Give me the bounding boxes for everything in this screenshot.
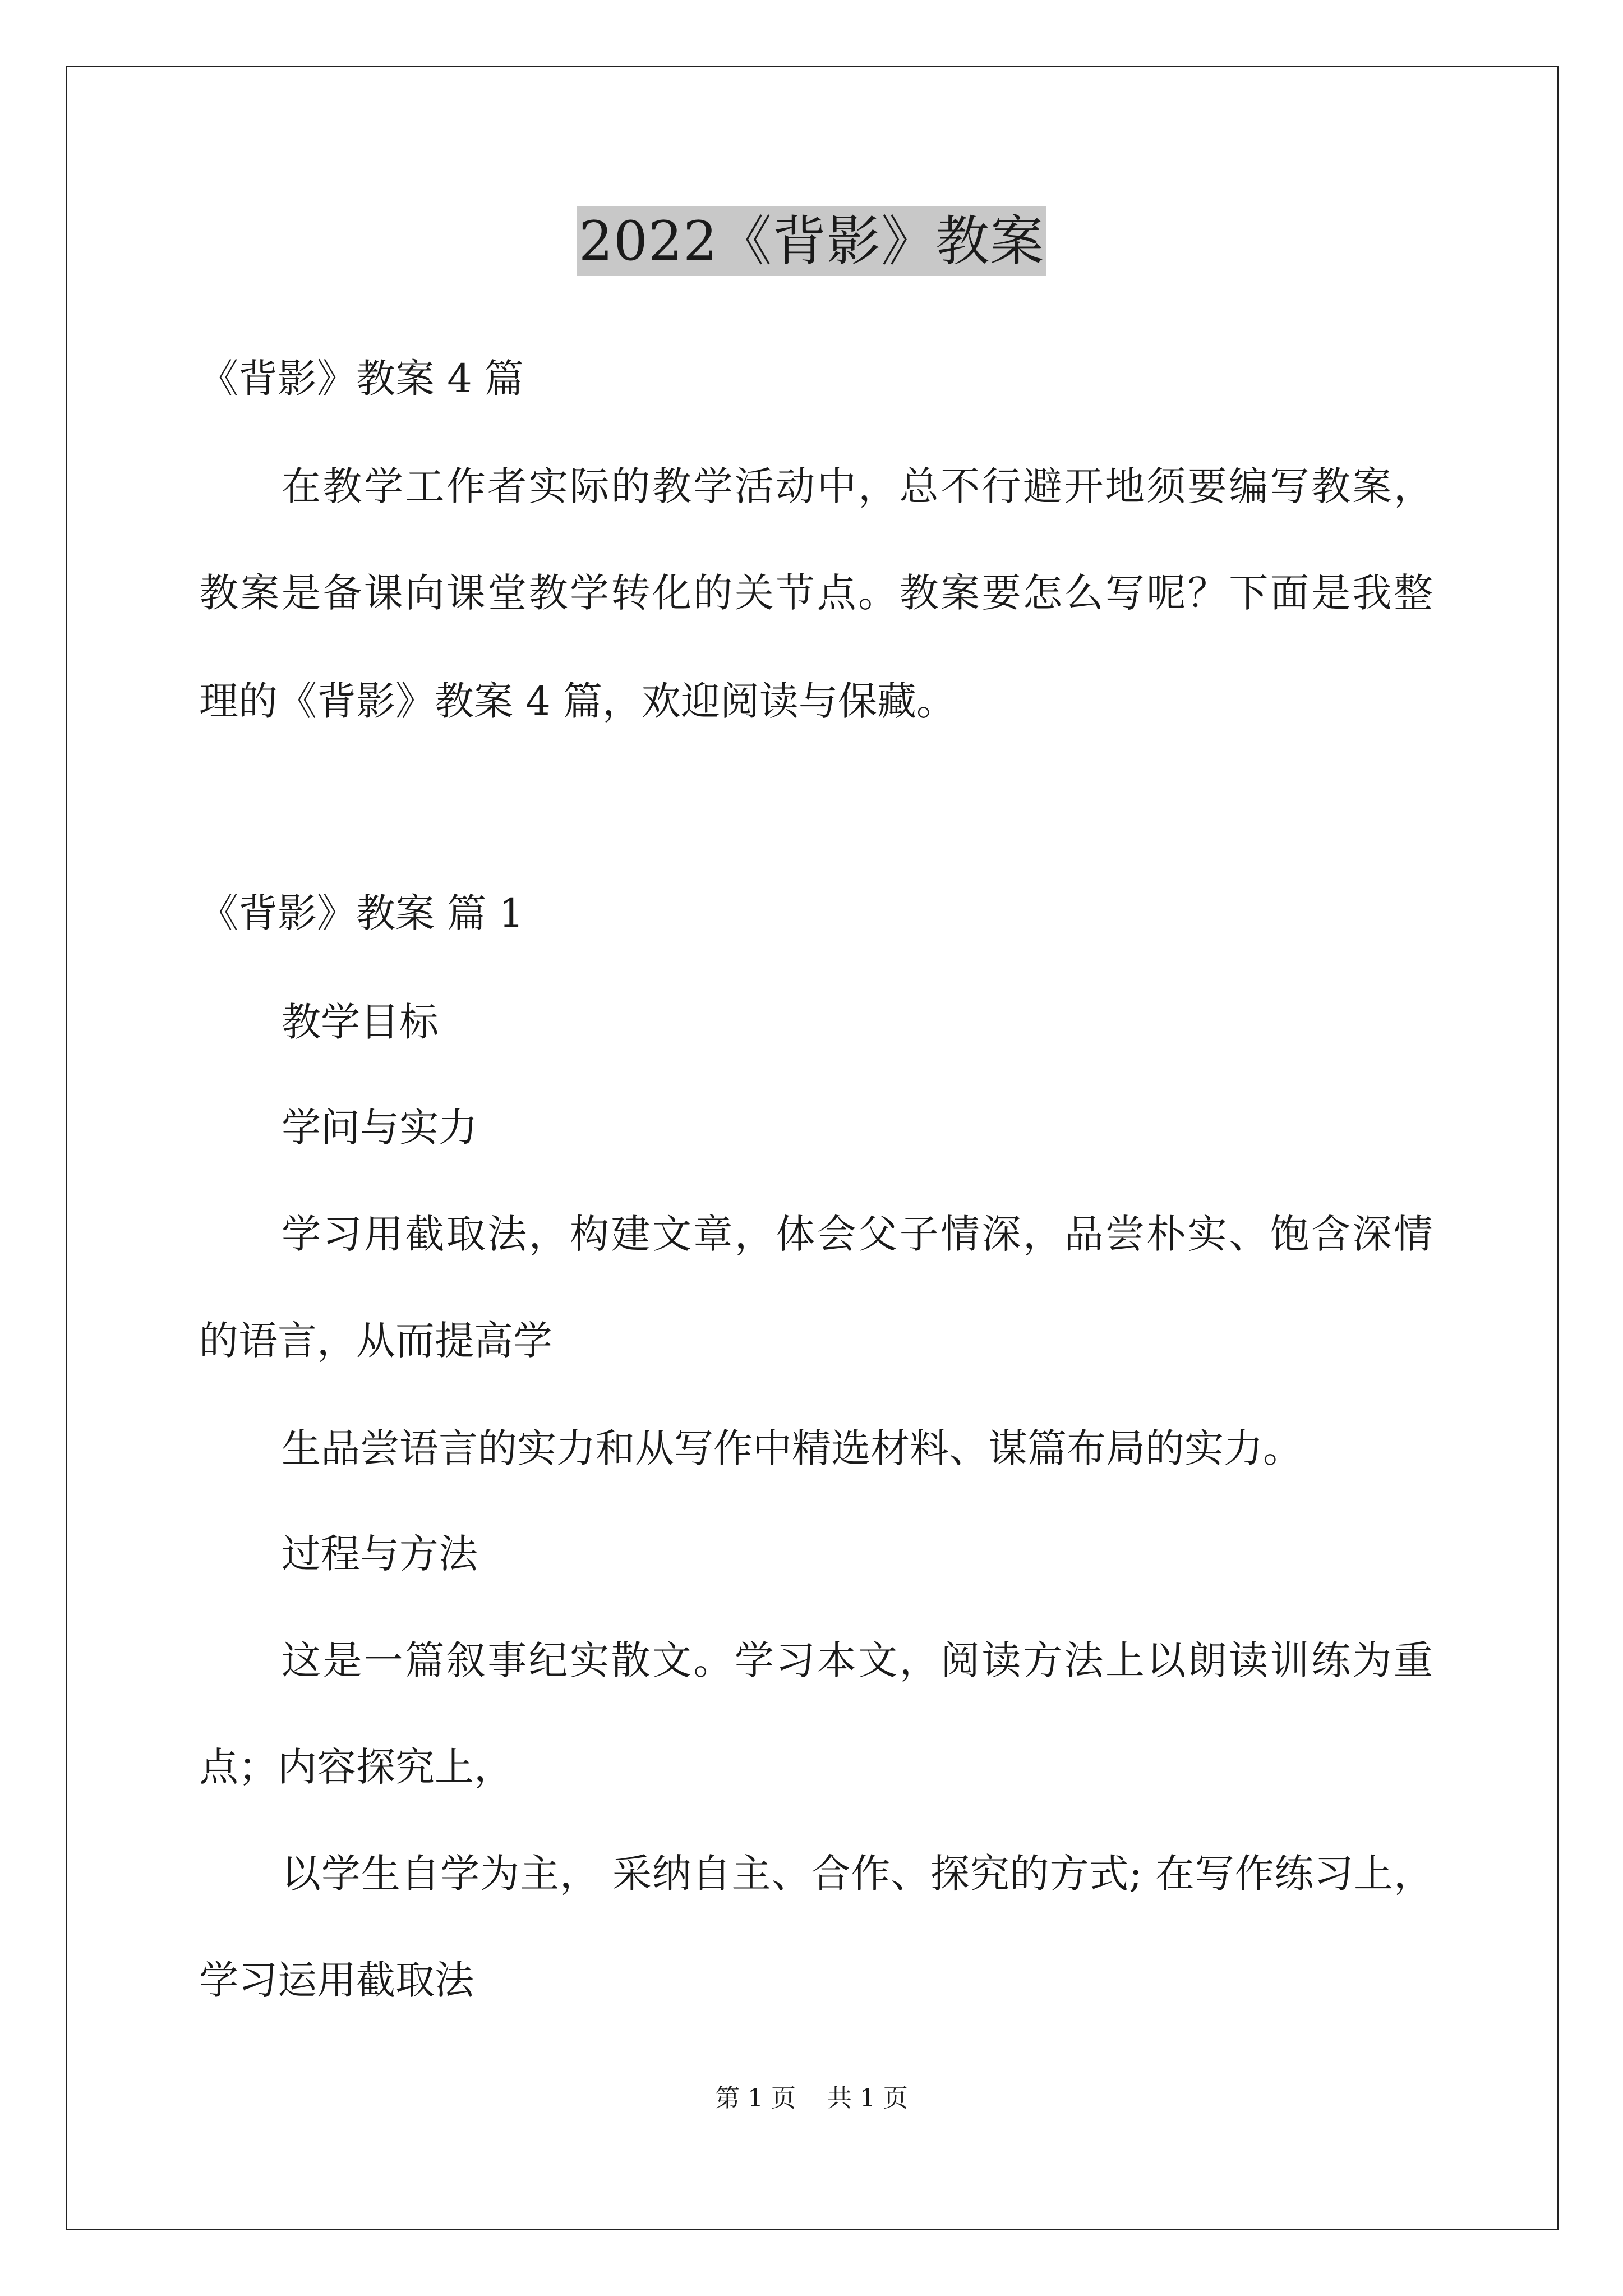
- page-footer: 第 1 页 共 1 页: [715, 2084, 908, 2113]
- intro-line-3: 理的《背影》教案 4 篇，欢迎阅读与保藏。: [199, 678, 956, 724]
- body-line-5: 点；内容探究上，: [199, 1744, 513, 1790]
- body-line-4: 这是一篇叙事纪实散文。学习本文，阅读方法上以朗读训练为重: [282, 1637, 1433, 1683]
- intro-line-1: 在教学工作者实际的教学活动中，总不行避开地须要编写教案，: [282, 463, 1433, 509]
- body-line-2: 的语言，从而提高学: [199, 1318, 552, 1364]
- heading-process-method: 过程与方法: [282, 1531, 478, 1577]
- intro-line-2: 教案是备课向课堂教学转化的关节点。教案要怎么写呢？下面是我整: [199, 570, 1433, 616]
- body-line-1: 学习用截取法，构建文章，体会父子情深，品尝朴实、饱含深情: [282, 1211, 1433, 1257]
- document-title: 2022《背影》教案: [577, 206, 1046, 276]
- heading-teaching-goals: 教学目标: [282, 999, 439, 1045]
- body-line-3: 生品尝语言的实力和从写作中精选材料、谋篇布局的实力。: [282, 1425, 1302, 1471]
- body-line-6: 以学生自学为主， 采纳自主、合作、探究的方式; 在写作练习上，: [282, 1851, 1433, 1897]
- section-heading: 《背影》教案 篇 1: [199, 890, 524, 936]
- heading-knowledge-ability: 学问与实力: [282, 1105, 478, 1151]
- document-subtitle: 《背影》教案 4 篇: [199, 356, 524, 402]
- title-wrap: [0, 206, 1623, 276]
- body-line-7: 学习运用截取法: [199, 1957, 474, 2003]
